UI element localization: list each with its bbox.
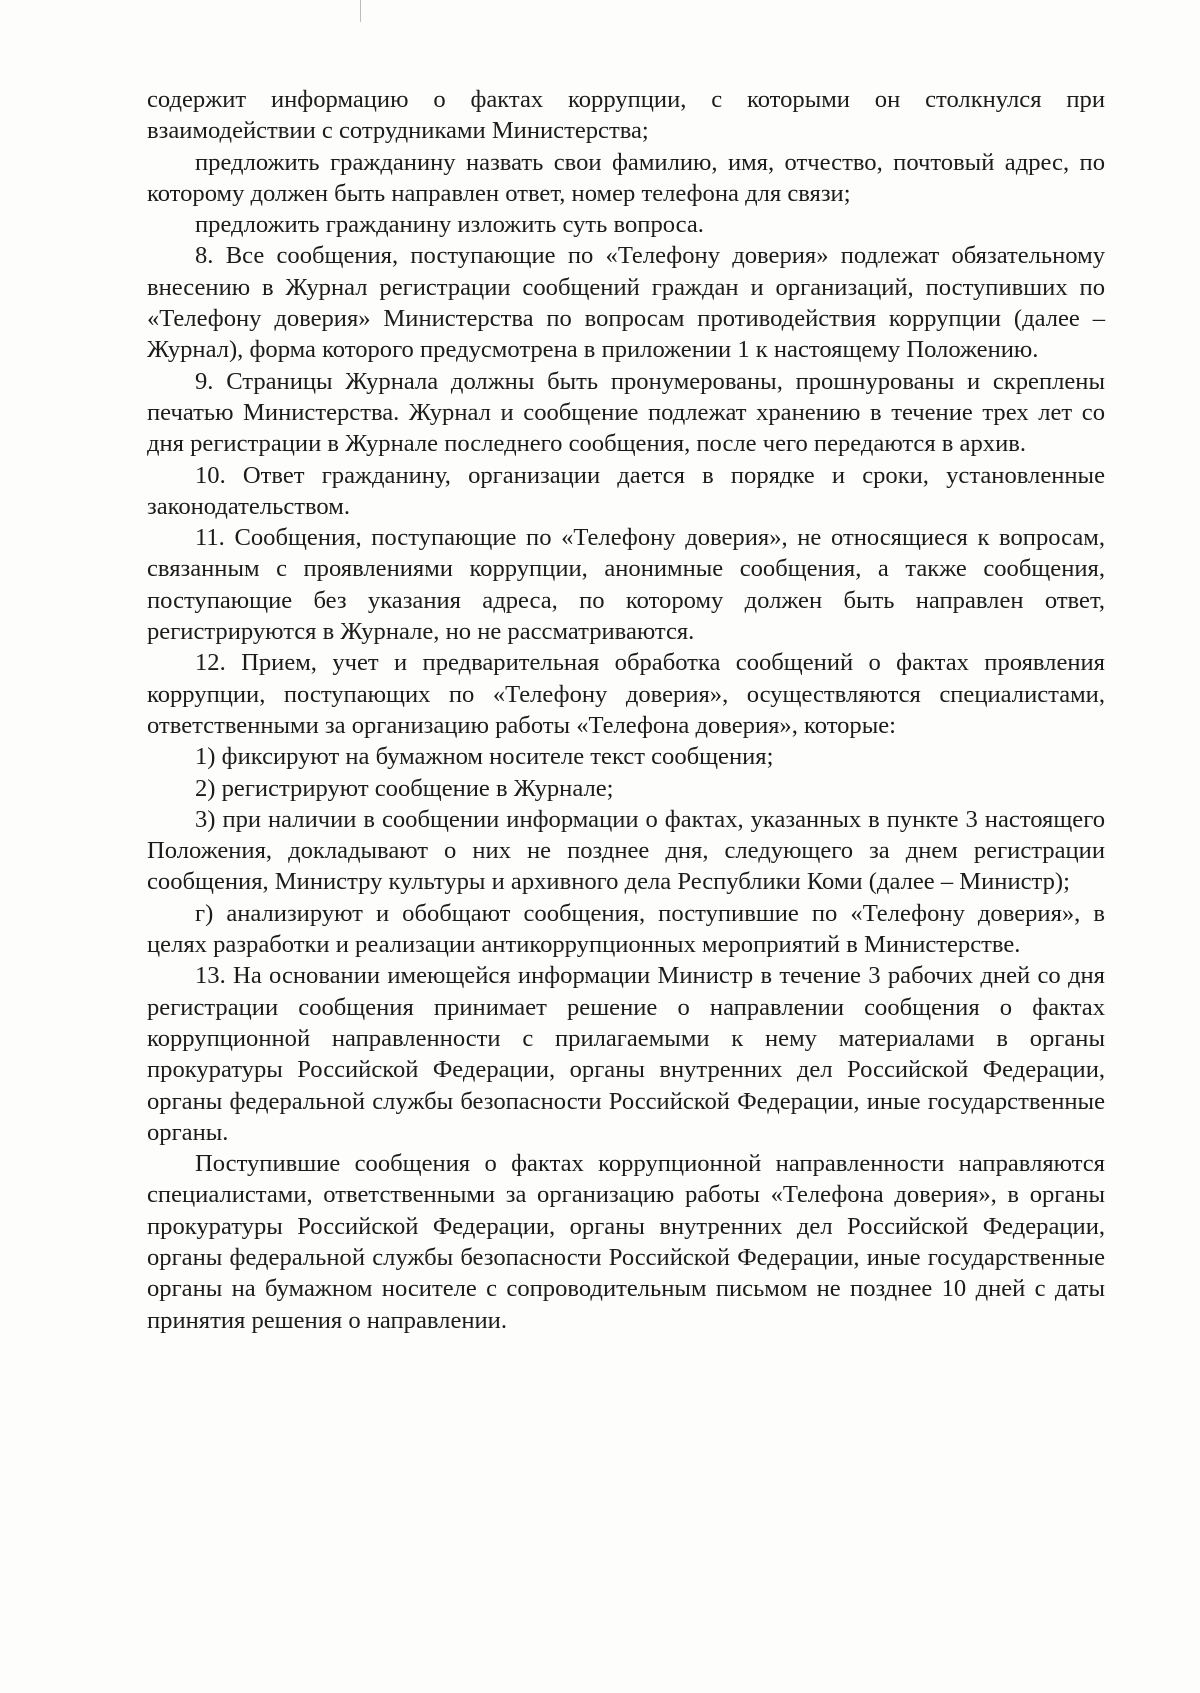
- paragraph-request-question: предложить гражданину изложить суть вопроса.: [195, 211, 704, 239]
- paragraph-item-8: 8. Все сообщения, поступающие по «Телефону доверия» подлежат обязательному внесению в Журнал регистрации сообщений граждан и организаций, поступивших по «Телефону доверия» Министерства по вопросам противодействия коррупции (далее – Журнал), форма которого предусмотрена в приложении 1 к настоящему Положению.: [147, 242, 1105, 364]
- binding-mark: [360, 0, 361, 22]
- paragraph-item-12: 12. Прием, учет и предварительная обработка сообщений о фактах проявления коррупции, поступающих по «Телефону доверия», осуществляются специалистами, ответственными за организацию работы «Телефона доверия», которые:: [147, 649, 1105, 739]
- paragraph-subitem-g: г) анализируют и обобщают сообщения, поступившие по «Телефону доверия», в целях разработки и реализации антикоррупционных мероприятий в Министерстве.: [147, 899, 1105, 959]
- paragraph-continuation: содержит информацию о фактах коррупции, с которыми он столкнулся при взаимодействии с сотрудниками Министерства;: [147, 86, 1105, 145]
- paragraph-item-13: 13. На основании имеющейся информации Министр в течение 3 рабочих дней со дня регистрации сообщения принимает решение о направлении сообщения о фактах коррупционной направленности с прилагаемыми к нему материалами в органы прокуратуры Российской Федерации, органы внутренних дел Российской Федерации, органы федеральной службы безопасности Российской Федерации, иные государственные органы.: [147, 962, 1105, 1146]
- paragraph-request-contacts: предложить гражданину назвать свои фамилию, имя, отчество, почтовый адрес, по которому должен быть направлен ответ, номер телефона для связи;: [147, 148, 1105, 207]
- paragraph-item-11: 11. Сообщения, поступающие по «Телефону доверия», не относящиеся к вопросам, связанным с проявлениями коррупции, анонимные сообщения, а также сообщения, поступающие без указания адреса, по которому должен быть направлен ответ, регистрируются в Журнале, но не рассматриваются.: [147, 524, 1105, 646]
- document-body: [147, 84, 1105, 1336]
- paragraph-subitem-3: 3) при наличии в сообщении информации о фактах, указанных в пункте 3 настоящего Положения, докладывают о них не позднее дня, следующего за днем регистрации сообщения, Министру культуры и архивного дела Республики Коми (далее – Министр);: [147, 805, 1105, 896]
- paragraph-forwarding: Поступившие сообщения о фактах коррупционной направленности направляются специалистами, ответственными за организацию работы «Телефона доверия», в органы прокуратуры Российской Федерации, органы внутренних дел Российской Федерации, органы федеральной службы безопасности Российской Федерации, иные государственные органы на бумажном носителе с сопроводительным письмом не позднее 10 дней с даты принятия решения о направлении.: [147, 1150, 1105, 1334]
- paragraph-subitem-2: 2) регистрируют сообщение в Журнале;: [195, 774, 614, 802]
- paragraph-subitem-1: 1) фиксируют на бумажном носителе текст сообщения;: [195, 743, 774, 771]
- paragraph-item-10: 10. Ответ гражданину, организации дается в порядке и сроки, установленные законодательством.: [147, 461, 1105, 520]
- paragraph-item-9: 9. Страницы Журнала должны быть пронумерованы, прошнурованы и скреплены печатью Министерства. Журнал и сообщение подлежат хранению в течение трех лет со дня регистрации в Журнале последнего сообщения, после чего передаются в архив.: [147, 367, 1105, 458]
